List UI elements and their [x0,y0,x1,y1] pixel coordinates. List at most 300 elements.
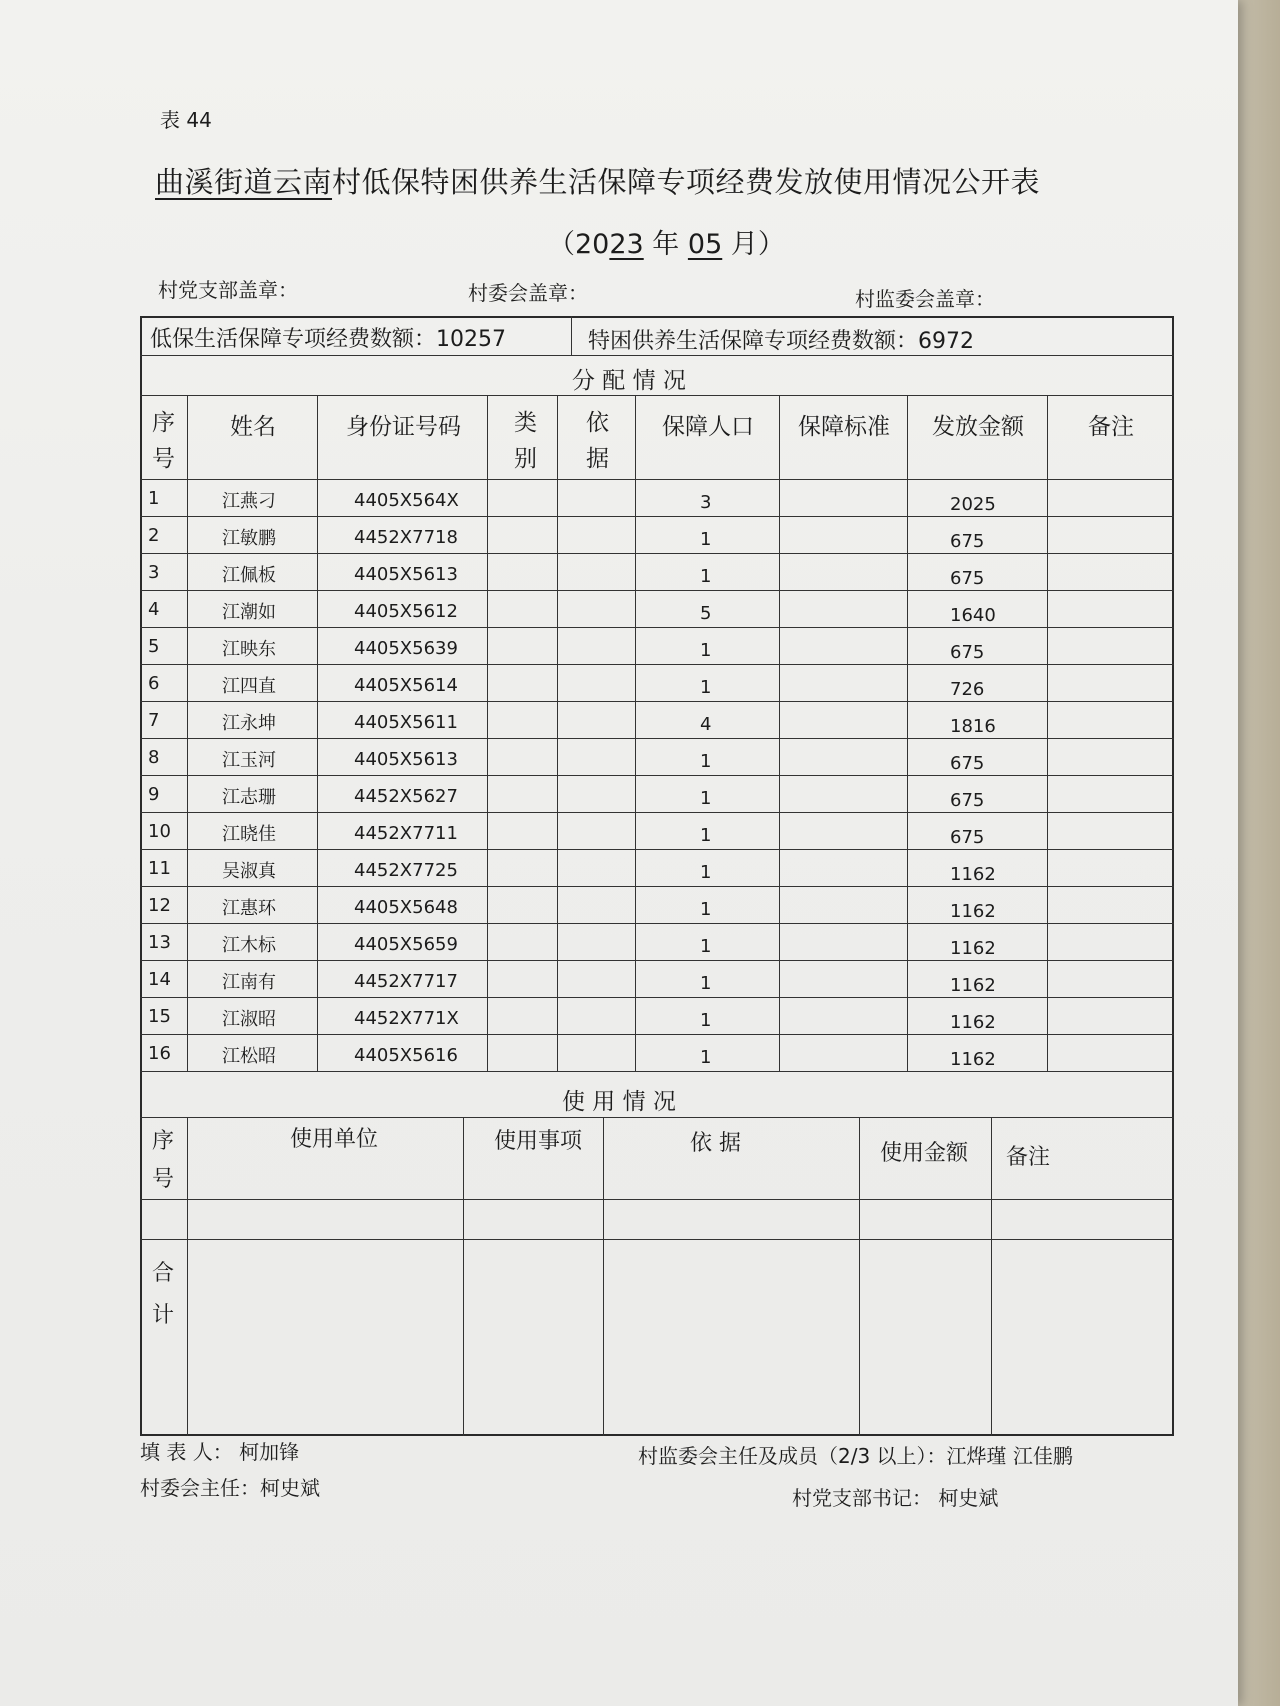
row-name: 江玉河 [222,750,276,771]
row-cell-seq [140,1035,188,1072]
table-row [140,961,1174,998]
row-cell-note [1048,887,1174,924]
row-cell-basis [558,554,636,591]
usage-header-note: 备注 [1006,1145,1051,1170]
row-population: 1 [700,529,712,550]
row-cell-seq [140,998,188,1035]
row-population: 1 [700,862,712,883]
header-cell-population [636,396,780,480]
row-cell-basis [558,924,636,961]
row-cell-note [1048,998,1174,1035]
usage-cell-head-note [992,1118,1174,1200]
row-cell-name [188,813,318,850]
row-cell-basis [558,850,636,887]
row-cell-type [488,554,558,591]
table-row [140,517,1174,554]
row-cell-amount [908,480,1048,517]
header-cell-amount [908,396,1048,480]
row-cell-note [1048,813,1174,850]
row-seq: 2 [148,525,160,546]
title-village: 云南 [273,165,333,199]
table-row [140,628,1174,665]
usage-cell-total-note [992,1240,1174,1436]
table-row [140,813,1174,850]
usage-section-header [140,1076,1174,1118]
row-cell-amount [908,813,1048,850]
row-amount: 675 [950,753,985,774]
row-cell-type [488,924,558,961]
row-cell-amount [908,1035,1048,1072]
row-cell-note [1048,480,1174,517]
row-name: 江晓佳 [222,824,276,845]
row-cell-name [188,1035,318,1072]
row-cell-standard [780,961,908,998]
row-population: 1 [700,936,712,957]
row-cell-amount [908,739,1048,776]
row-seq: 10 [148,821,171,842]
row-name: 江松昭 [222,1046,276,1067]
row-cell-note [1048,739,1174,776]
row-cell-note [1048,776,1174,813]
table-row [140,665,1174,702]
row-population: 1 [700,1010,712,1031]
period-close: 月） [722,229,785,260]
table-row [140,776,1174,813]
usage-header-seq-line1: 序 [152,1129,175,1154]
usage-header-basis: 依 据 [690,1131,741,1156]
header-type-line2: 别 [514,446,537,472]
table-number: 表 44 [160,108,212,132]
usage-cell-head-amount [860,1118,992,1200]
row-cell-standard [780,887,908,924]
row-id-number: 4405X5612 [354,601,458,622]
row-name: 江永坤 [222,713,276,734]
row-cell-id [318,1035,488,1072]
row-cell-id [318,480,488,517]
row-name: 江佩板 [222,565,276,586]
table-row [140,850,1174,887]
row-cell-population [636,517,780,554]
row-cell-name [188,480,318,517]
usage-cell-head-unit [188,1118,464,1200]
row-cell-name [188,554,318,591]
row-id-number: 4405X5648 [354,897,458,918]
row-id-number: 4452X771X [354,1008,459,1029]
row-cell-basis [558,776,636,813]
row-name: 江淑昭 [222,1009,276,1030]
row-seq: 12 [148,895,171,916]
row-id-number: 4405X5659 [354,934,458,955]
header-cell-id [318,396,488,480]
row-seq: 16 [148,1043,171,1064]
row-cell-population [636,628,780,665]
usage-header-unit: 使用单位 [290,1127,379,1152]
dibao-fund-cell [140,316,572,356]
row-seq: 7 [148,710,160,731]
row-cell-seq [140,480,188,517]
row-cell-basis [558,628,636,665]
row-cell-seq [140,850,188,887]
row-name: 吴淑真 [222,861,276,882]
header-name-label: 姓名 [230,414,276,440]
usage-section-title: 使 用 情 况 [562,1089,676,1115]
row-cell-note [1048,517,1174,554]
row-cell-note [1048,924,1174,961]
usage-cell-head-seq [140,1118,188,1200]
distribution-section-header [140,356,1174,396]
party-secretary-signature: 村党支部书记： 柯史斌 [792,1486,999,1510]
row-population: 3 [700,492,712,513]
row-name: 江志珊 [222,787,276,808]
row-cell-id [318,924,488,961]
row-cell-name [188,628,318,665]
row-name: 江四直 [222,676,276,697]
row-cell-note [1048,591,1174,628]
title-rest: 村低保特困供养生活保障专项经费发放使用情况公开表 [332,165,1041,199]
row-seq: 6 [148,673,160,694]
row-cell-standard [780,1035,908,1072]
row-cell-type [488,961,558,998]
usage-cell-total-amount [860,1240,992,1436]
row-cell-type [488,628,558,665]
row-cell-basis [558,517,636,554]
usage-cell-total-basis [604,1240,860,1436]
header-basis-line2: 据 [586,446,609,472]
row-name: 江南有 [222,972,276,993]
report-table [140,316,1174,1436]
row-cell-amount [908,850,1048,887]
page-title [155,160,1040,201]
row-cell-basis [558,961,636,998]
row-cell-name [188,924,318,961]
row-cell-standard [780,665,908,702]
row-cell-basis [558,1035,636,1072]
row-cell-basis [558,702,636,739]
row-cell-basis [558,739,636,776]
usage-total-line2: 计 [152,1303,175,1328]
usage-cell-total-seq [140,1240,188,1436]
row-id-number: 4452X7725 [354,860,458,881]
header-amount-label: 发放金额 [932,414,1024,440]
row-name: 江映东 [222,639,276,660]
row-amount: 2025 [950,494,996,515]
row-cell-population [636,850,780,887]
row-cell-note [1048,554,1174,591]
usage-total-line1: 合 [152,1261,175,1286]
header-seq-line2: 号 [152,446,175,472]
row-cell-population [636,702,780,739]
tekun-fund-cell [572,316,1174,356]
row-cell-standard [780,480,908,517]
header-cell-name [188,396,318,480]
row-cell-id [318,554,488,591]
row-cell-name [188,887,318,924]
row-id-number: 4405X5614 [354,675,458,696]
row-amount: 1162 [950,1049,996,1070]
period-open: （20 [548,229,610,260]
row-seq: 8 [148,747,160,768]
row-cell-type [488,739,558,776]
header-type-line1: 类 [514,410,537,436]
row-cell-basis [558,998,636,1035]
usage-header-item: 使用事项 [494,1129,583,1154]
row-cell-basis [558,887,636,924]
row-id-number: 4405X5613 [354,564,458,585]
row-cell-standard [780,517,908,554]
report-period [548,222,785,261]
row-name: 江潮如 [222,602,276,623]
row-seq: 13 [148,932,171,953]
table-row [140,554,1174,591]
row-cell-seq [140,739,188,776]
row-id-number: 4452X7711 [354,823,458,844]
row-cell-type [488,887,558,924]
row-cell-id [318,776,488,813]
dibao-fund-amount: 低保生活保障专项经费数额：10257 [150,327,506,352]
row-cell-id [318,702,488,739]
table-row [140,480,1174,517]
table-row [140,702,1174,739]
row-cell-seq [140,628,188,665]
row-amount: 675 [950,642,985,663]
usage-cell-blank-basis [604,1200,860,1240]
row-cell-type [488,517,558,554]
header-cell-seq [140,396,188,480]
distribution-section-title: 分 配 情 况 [572,368,686,394]
row-cell-note [1048,665,1174,702]
row-cell-name [188,517,318,554]
table-row [140,739,1174,776]
row-cell-note [1048,1035,1174,1072]
row-seq: 4 [148,599,160,620]
header-cell-note [1048,396,1174,480]
row-cell-type [488,591,558,628]
usage-cell-blank-item [464,1200,604,1240]
row-cell-seq [140,776,188,813]
row-cell-seq [140,813,188,850]
row-id-number: 4405X5639 [354,638,458,659]
row-cell-id [318,628,488,665]
row-cell-id [318,813,488,850]
usage-cell-total-item [464,1240,604,1436]
period-year-suffix: 年 [643,229,688,260]
row-cell-population [636,480,780,517]
row-population: 1 [700,1047,712,1068]
row-id-number: 4405X5611 [354,712,458,733]
usage-cell-total-unit [188,1240,464,1436]
table-row [140,591,1174,628]
row-cell-amount [908,998,1048,1035]
usage-cell-blank-unit [188,1200,464,1240]
row-id-number: 4452X7717 [354,971,458,992]
row-cell-basis [558,665,636,702]
row-name: 江燕刁 [222,491,276,512]
header-note-label: 备注 [1088,414,1134,440]
row-cell-name [188,591,318,628]
header-id-label: 身份证号码 [346,414,461,440]
table-row [140,998,1174,1035]
row-cell-amount [908,776,1048,813]
row-cell-standard [780,628,908,665]
row-cell-type [488,1035,558,1072]
row-cell-id [318,739,488,776]
row-cell-basis [558,480,636,517]
row-population: 1 [700,825,712,846]
header-population-label: 保障人口 [662,414,754,440]
row-cell-seq [140,887,188,924]
header-standard-label: 保障标准 [798,414,890,440]
filler-signature: 填 表 人： 柯加锋 [140,1440,300,1464]
row-cell-standard [780,813,908,850]
row-cell-note [1048,961,1174,998]
usage-cell-head-item [464,1118,604,1200]
row-cell-population [636,813,780,850]
row-amount: 1640 [950,605,996,626]
row-amount: 1162 [950,864,996,885]
row-cell-amount [908,554,1048,591]
row-seq: 15 [148,1006,171,1027]
header-basis-line1: 依 [586,410,609,436]
row-cell-seq [140,924,188,961]
row-cell-standard [780,850,908,887]
supervision-members-signature: 村监委会主任及成员（2/3 以上）：江烨瑾 江佳鹏 [638,1444,1073,1468]
row-cell-id [318,998,488,1035]
row-amount: 675 [950,827,985,848]
row-cell-name [188,776,318,813]
row-cell-id [318,887,488,924]
row-cell-id [318,850,488,887]
usage-cell-blank-note [992,1200,1174,1240]
row-cell-population [636,998,780,1035]
row-cell-population [636,776,780,813]
row-cell-name [188,665,318,702]
tekun-fund-amount: 特困供养生活保障专项经费数额：6972 [588,329,974,354]
row-cell-seq [140,554,188,591]
row-cell-name [188,850,318,887]
row-name: 江木标 [222,935,276,956]
row-cell-name [188,961,318,998]
row-cell-amount [908,887,1048,924]
row-id-number: 4405X5616 [354,1045,458,1066]
row-cell-population [636,924,780,961]
row-cell-amount [908,628,1048,665]
row-population: 1 [700,788,712,809]
row-cell-population [636,887,780,924]
row-amount: 675 [950,790,985,811]
header-cell-basis [558,396,636,480]
period-month: 05 [687,229,723,260]
row-cell-note [1048,850,1174,887]
row-amount: 1816 [950,716,996,737]
row-cell-basis [558,591,636,628]
table-row [140,924,1174,961]
row-cell-population [636,961,780,998]
row-amount: 1162 [950,901,996,922]
row-seq: 14 [148,969,171,990]
row-cell-id [318,517,488,554]
row-id-number: 4405X5613 [354,749,458,770]
committee-director-signature: 村委会主任：柯史斌 [140,1476,320,1500]
row-cell-seq [140,517,188,554]
row-cell-type [488,665,558,702]
row-amount: 1162 [950,975,996,996]
usage-cell-head-basis [604,1118,860,1200]
row-cell-amount [908,924,1048,961]
row-cell-name [188,702,318,739]
header-cell-standard [780,396,908,480]
row-cell-seq [140,961,188,998]
row-cell-seq [140,665,188,702]
row-amount: 726 [950,679,985,700]
usage-header-amount: 使用金额 [880,1141,969,1166]
row-amount: 1162 [950,938,996,959]
row-name: 江敏鹏 [222,528,276,549]
row-cell-type [488,850,558,887]
row-cell-standard [780,702,908,739]
row-cell-standard [780,591,908,628]
row-cell-id [318,591,488,628]
row-population: 1 [700,751,712,772]
row-cell-standard [780,998,908,1035]
row-population: 1 [700,677,712,698]
row-cell-amount [908,665,1048,702]
supervision-committee-stamp-label: 村监委会盖章： [855,287,995,311]
row-cell-type [488,776,558,813]
row-cell-population [636,1035,780,1072]
row-cell-seq [140,702,188,739]
row-cell-population [636,554,780,591]
header-seq-line1: 序 [152,410,175,436]
table-row [140,1035,1174,1072]
row-amount: 1162 [950,1012,996,1033]
row-amount: 675 [950,531,985,552]
period-year: 23 [609,229,644,260]
row-cell-seq [140,591,188,628]
usage-cell-blank-seq [140,1200,188,1240]
row-name: 江惠环 [222,898,276,919]
usage-header-seq-line2: 号 [152,1167,175,1192]
row-cell-type [488,998,558,1035]
row-seq: 1 [148,488,160,509]
row-cell-type [488,813,558,850]
row-population: 1 [700,566,712,587]
row-id-number: 4452X5627 [354,786,458,807]
row-cell-name [188,998,318,1035]
row-population: 1 [700,973,712,994]
party-branch-stamp-label: 村党支部盖章： [158,278,298,302]
row-seq: 11 [148,858,171,879]
row-id-number: 4405X564X [354,490,459,511]
row-cell-id [318,961,488,998]
row-cell-name [188,739,318,776]
row-population: 1 [700,899,712,920]
row-population: 5 [700,603,712,624]
usage-cell-blank-amount [860,1200,992,1240]
row-cell-note [1048,628,1174,665]
row-seq: 3 [148,562,160,583]
title-street: 曲溪街道 [155,165,274,199]
row-population: 4 [700,714,712,735]
row-cell-standard [780,776,908,813]
row-cell-standard [780,739,908,776]
row-cell-population [636,739,780,776]
row-seq: 9 [148,784,160,805]
row-cell-population [636,591,780,628]
row-population: 1 [700,640,712,661]
row-cell-id [318,665,488,702]
row-seq: 5 [148,636,160,657]
row-cell-population [636,665,780,702]
